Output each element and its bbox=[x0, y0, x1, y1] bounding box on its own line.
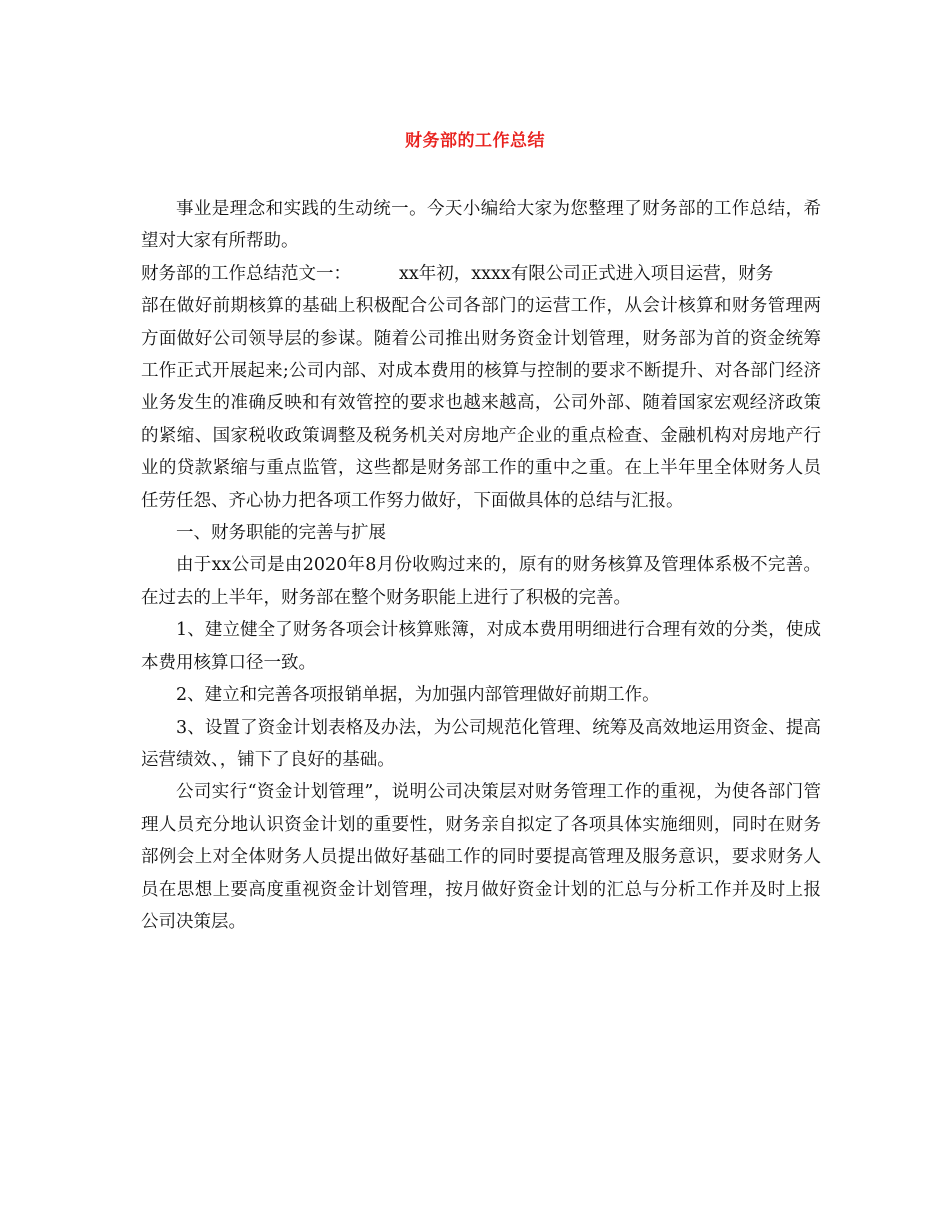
list-item-1: 1、建立健全了财务各项会计核算账簿，对成本费用明细进行合理有效的分类，使成本费用核算口径一致。 bbox=[141, 620, 821, 673]
sample-first-sentence: xx年初，xxxx有限公司正式进入项目运营，财务 bbox=[399, 263, 774, 284]
section-intro-paragraph: 由于xx公司是由2020年8月份收购过来的，原有的财务核算及管理体系极不完善。在过去的上半年，财务部在整个财务职能上进行了积极的完善。 bbox=[141, 555, 821, 608]
list-item-2: 2、建立和完善各项报销单据，为加强内部管理做好前期工作。 bbox=[176, 685, 660, 706]
list-item-3: 3、设置了资金计划表格及办法，为公司规范化管理、统筹及高效地运用资金、提高运营绩效、，铺下了良好的基础。 bbox=[141, 717, 821, 770]
intro-paragraph: 事业是理念和实践的生动统一。今天小编给大家为您整理了财务部的工作总结，希望对大家有所帮助。 bbox=[141, 199, 821, 252]
section-heading: 一、财务职能的完善与扩展 bbox=[176, 523, 386, 544]
document-title: 财务部的工作总结 bbox=[405, 131, 545, 151]
sample-label: 财务部的工作总结范文一： bbox=[141, 263, 351, 284]
closing-paragraph: 公司实行“资金计划管理”，说明公司决策层对财务管理工作的重视，为使各部门管理人员充分地认识资金计划的重要性，财务亲自拟定了各项具体实施细则，同时在财务部例会上对全体财务人员提出做好基础工作的同时要提高管理及服务意识，要求财务人员在思想上要高度重视资金计划管理，按月做好资金计划的汇总与分析工作并及时上报公司决策层。 bbox=[141, 782, 821, 932]
sample-paragraph bbox=[141, 258, 821, 517]
document-body bbox=[141, 193, 821, 938]
sample-body: 部在做好前期核算的基础上积极配合公司各部门的运营工作，从会计核算和财务管理两方面做好公司领导层的参谋。随着公司推出财务资金计划管理，财务部为首的资金统筹工作正式开展起来;公司内部、对成本费用的核算与控制的要求不断提升、对各部门经济业务发生的准确反映和有效管控的要求也越来越高，公司外部、随着国家宏观经济政策的紧缩、国家税收政策调整及税务机关对房地产企业的重点检查、金融机构对房地产行业的贷款紧缩与重点监管，这些都是财务部工作的重中之重。在上半年里全体财务人员任劳任怨、齐心协力把各项工作努力做好，下面做具体的总结与汇报。 bbox=[141, 296, 821, 511]
